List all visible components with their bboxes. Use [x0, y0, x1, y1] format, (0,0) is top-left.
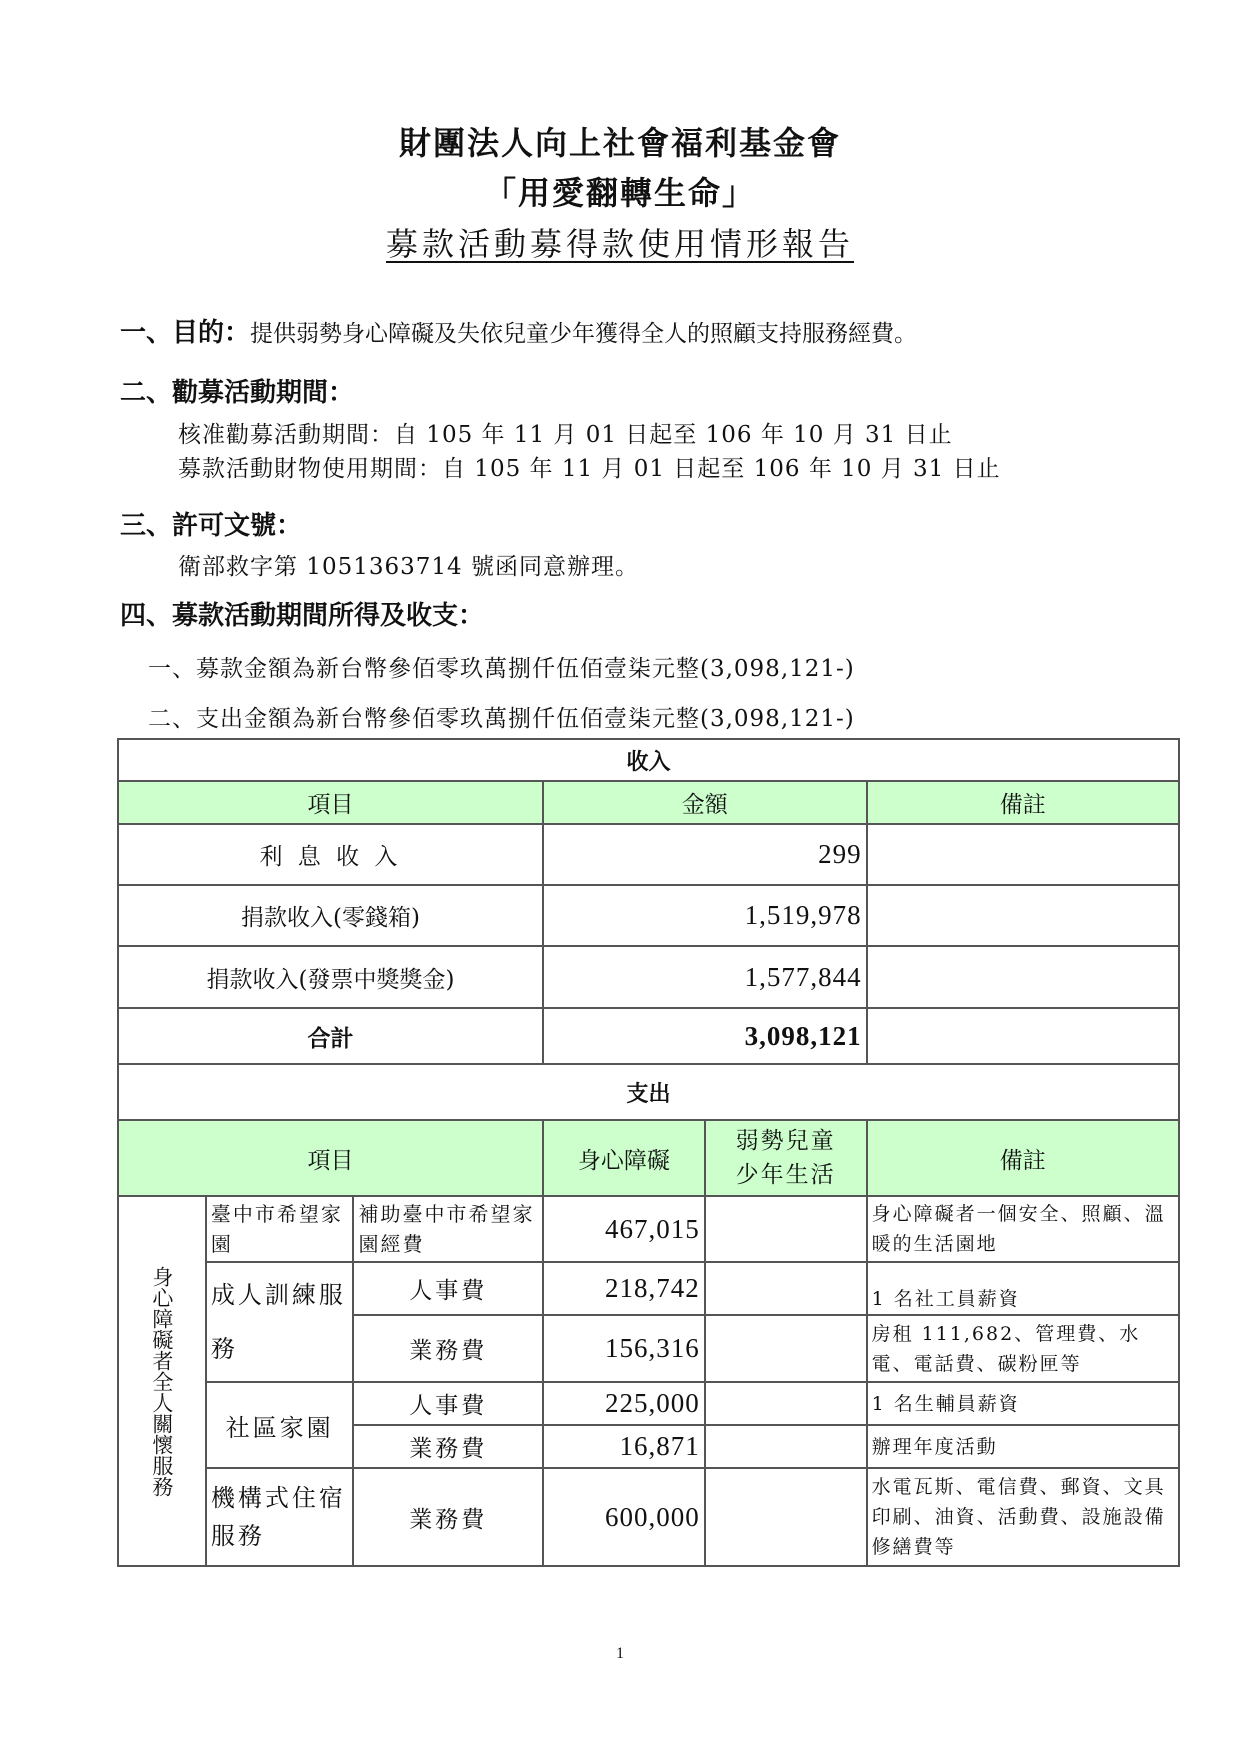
expense-header-row [118, 1120, 1179, 1196]
expense-youth-amount [705, 1196, 867, 1262]
expense-row [118, 1196, 1179, 1262]
expense-youth-amount [705, 1425, 867, 1468]
permit-number: 衛部救字第 1051363714 號函同意辦理。 [178, 554, 639, 580]
expense-youth-amount [705, 1382, 867, 1425]
income-header-item: 項目 [118, 781, 543, 824]
income-item: 利 息 收 入 [118, 824, 543, 885]
expense-disability-amount: 600,000 [543, 1468, 705, 1566]
income-title-row [118, 739, 1179, 781]
income-total-label: 合計 [118, 1008, 543, 1064]
income-title: 收入 [118, 739, 1179, 781]
expense-youth-amount [705, 1315, 867, 1382]
approved-period: 核准勸募活動期間：自 105 年 11 月 01 日起至 106 年 10 月 31 日止 [178, 422, 953, 448]
expense-category: 業務費 [353, 1425, 542, 1468]
income-amount: 1,577,844 [543, 946, 867, 1008]
expense-disability-amount: 16,871 [543, 1425, 705, 1468]
expense-row [118, 1468, 1179, 1566]
report-header [0, 118, 1240, 270]
expense-title: 支出 [118, 1064, 1179, 1120]
expense-category: 人事費 [353, 1262, 542, 1315]
income-header-note: 備註 [867, 781, 1179, 824]
income-note [867, 946, 1179, 1008]
income-amount: 299 [543, 824, 867, 885]
income-header-row [118, 781, 1179, 824]
income-amount: 1,519,978 [543, 885, 867, 946]
expense-note: 房租 111,682、管理費、水電、電話費、碳粉匣等 [867, 1315, 1179, 1382]
purpose-label: 一、目的： [120, 318, 251, 348]
expense-disability-amount: 225,000 [543, 1382, 705, 1425]
expense-header-youth: 弱勢兒童少年生活 [705, 1120, 867, 1196]
expense-note: 身心障礙者一個安全、照顧、溫暖的生活園地 [867, 1196, 1179, 1262]
page-number: 1 [616, 1645, 624, 1662]
expense-youth-amount [705, 1262, 867, 1315]
expense-disability-amount: 218,742 [543, 1262, 705, 1315]
usage-period: 募款活動財物使用期間：自 105 年 11 月 01 日起至 106 年 10 月 31 日止 [178, 456, 1001, 482]
expense-category: 人事費 [353, 1382, 542, 1425]
income-note [867, 885, 1179, 946]
income-total-amount: 3,098,121 [543, 1008, 867, 1064]
expense-note: 水電瓦斯、電信費、郵資、文具印刷、油資、活動費、設施設備修繕費等 [867, 1468, 1179, 1566]
expense-category: 業務費 [353, 1315, 542, 1382]
expense-disability-amount: 156,316 [543, 1315, 705, 1382]
expense-program: 成人訓練服務 [206, 1262, 354, 1382]
expense-program: 臺中市希望家園 [206, 1196, 354, 1262]
expense-note: 1 名生輔員薪資 [867, 1382, 1179, 1425]
section-finance-label: 四、募款活動期間所得及收支： [120, 601, 485, 631]
income-item: 捐款收入(零錢箱) [118, 885, 543, 946]
expense-note: 1 名社工員薪資 [867, 1262, 1179, 1315]
expense-program: 社區家園 [206, 1382, 354, 1468]
finance-table [117, 738, 1180, 1567]
expense-program: 機構式住宿服務 [206, 1468, 354, 1566]
expense-title-row [118, 1064, 1179, 1120]
expense-note: 辦理年度活動 [867, 1425, 1179, 1468]
income-item: 捐款收入(發票中獎獎金) [118, 946, 543, 1008]
income-header-amount: 金額 [543, 781, 867, 824]
section-period-label: 二、勸募活動期間： [120, 378, 355, 408]
org-name: 財團法人向上社會福利基金會 [398, 124, 841, 162]
expense-header-item: 項目 [118, 1120, 543, 1196]
expense-category: 業務費 [353, 1468, 542, 1566]
expense-category: 補助臺中市希望家園經費 [353, 1196, 542, 1262]
section-permit-label: 三、許可文號： [120, 511, 303, 541]
section-purpose [120, 312, 917, 349]
expense-row [118, 1262, 1179, 1315]
expense-amount-text: 二、支出金額為新台幣參佰零玖萬捌仟伍佰壹柒元整(3,098,121-) [148, 706, 855, 732]
expense-youth-amount [705, 1468, 867, 1566]
income-row [118, 885, 1179, 946]
income-row [118, 824, 1179, 885]
expense-header-note: 備註 [867, 1120, 1179, 1196]
campaign-name: 「用愛翻轉生命」 [483, 174, 756, 212]
expense-disability-amount: 467,015 [543, 1196, 705, 1262]
expense-group-label: 身心障礙者全人關懷服務 [118, 1196, 206, 1566]
report-title: 募款活動募得款使用情形報告 [385, 225, 854, 263]
income-note [867, 824, 1179, 885]
income-total-note [867, 1008, 1179, 1064]
purpose-text: 提供弱勢身心障礙及失依兒童少年獲得全人的照顧支持服務經費。 [250, 321, 918, 347]
income-amount-text: 一、募款金額為新台幣參佰零玖萬捌仟伍佰壹柒元整(3,098,121-) [148, 656, 855, 682]
expense-row [118, 1382, 1179, 1425]
expense-header-disability: 身心障礙 [543, 1120, 705, 1196]
income-row [118, 946, 1179, 1008]
income-total-row [118, 1008, 1179, 1064]
